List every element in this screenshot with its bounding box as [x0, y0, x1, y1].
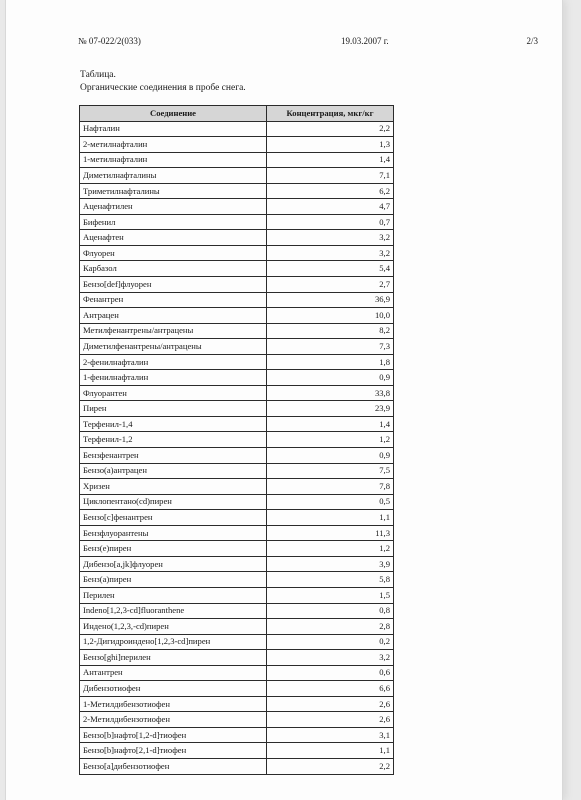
table-row	[80, 603, 394, 619]
table-row	[80, 323, 394, 339]
document-date: 19.03.2007 г.	[341, 36, 389, 46]
table-row	[80, 432, 394, 448]
compound-concentration: 6,6	[267, 681, 394, 697]
compound-concentration: 6,2	[267, 183, 394, 199]
table-row	[80, 121, 394, 137]
compound-name: Метилфенантрены/антрацены	[80, 323, 267, 339]
compound-concentration: 1,4	[267, 416, 394, 432]
table-row	[80, 650, 394, 666]
compound-name: 1-Метилдибензотиофен	[80, 696, 267, 712]
compound-concentration: 2,8	[267, 619, 394, 635]
table-row	[80, 681, 394, 697]
compounds-table	[79, 105, 394, 775]
compound-name: Фенантрен	[80, 292, 267, 308]
compound-concentration: 2,2	[267, 121, 394, 137]
compound-name: Бенз(е)пирен	[80, 541, 267, 557]
table-row	[80, 727, 394, 743]
compound-name: Бензфенантрен	[80, 448, 267, 464]
compound-concentration: 8,2	[267, 323, 394, 339]
table-row	[80, 245, 394, 261]
compound-name: Бензо[b]нафто[1,2-d]тиофен	[80, 727, 267, 743]
table-row	[80, 510, 394, 526]
compound-name: Пирен	[80, 401, 267, 417]
compound-name: 1,2-Дигидроиндено[1,2,3-cd]пирен	[80, 634, 267, 650]
compound-concentration: 1,4	[267, 152, 394, 168]
compound-concentration: 11,3	[267, 525, 394, 541]
table-row	[80, 354, 394, 370]
table-row	[80, 385, 394, 401]
document-number: № 07-022/2(033)	[78, 36, 141, 46]
compound-concentration: 7,8	[267, 479, 394, 495]
compound-name: Бензо[с]фенантрен	[80, 510, 267, 526]
compound-concentration: 0,6	[267, 665, 394, 681]
compound-concentration: 2,6	[267, 712, 394, 728]
table-header-row	[80, 106, 394, 122]
table-row	[80, 479, 394, 495]
compound-concentration: 0,9	[267, 370, 394, 386]
table-row	[80, 168, 394, 184]
compound-name: Аценафтен	[80, 230, 267, 246]
compound-concentration: 0,2	[267, 634, 394, 650]
compound-name: Антантрен	[80, 665, 267, 681]
table-row	[80, 525, 394, 541]
document-page	[6, 0, 562, 800]
compound-name: Бензо[ghi]перилен	[80, 650, 267, 666]
table-row	[80, 152, 394, 168]
compound-concentration: 5,4	[267, 261, 394, 277]
table-row	[80, 277, 394, 293]
compound-concentration: 1,8	[267, 354, 394, 370]
compound-name: Нафталин	[80, 121, 267, 137]
compound-concentration: 0,9	[267, 448, 394, 464]
compound-concentration: 5,8	[267, 572, 394, 588]
compound-name: Диметилнафталины	[80, 168, 267, 184]
table-body	[80, 121, 394, 774]
compound-concentration: 3,1	[267, 727, 394, 743]
table-row	[80, 463, 394, 479]
compound-concentration: 1,2	[267, 432, 394, 448]
compound-name: Антрацен	[80, 308, 267, 324]
compound-name: 1-фенилнафталин	[80, 370, 267, 386]
caption-label: Таблица.	[80, 70, 116, 80]
table-row	[80, 743, 394, 759]
compound-name: 1-метилнафталин	[80, 152, 267, 168]
compound-concentration: 1,3	[267, 137, 394, 153]
compound-concentration: 3,9	[267, 556, 394, 572]
table-row	[80, 308, 394, 324]
compound-concentration: 0,5	[267, 494, 394, 510]
compound-name: Дибензо[a,jk]флуорен	[80, 556, 267, 572]
compound-name: 2-метилнафталин	[80, 137, 267, 153]
compound-name: Бенз(а)пирен	[80, 572, 267, 588]
compound-concentration: 3,2	[267, 245, 394, 261]
compound-name: Бифенил	[80, 214, 267, 230]
compound-name: Флуорантен	[80, 385, 267, 401]
page-number: 2/3	[526, 36, 538, 46]
compound-name: Дибензотиофен	[80, 681, 267, 697]
compound-name: Индено(1,2,3,-cd)пирен	[80, 619, 267, 635]
column-header-concentration: Концентрация, мкг/кг	[267, 106, 394, 122]
compound-concentration: 7,1	[267, 168, 394, 184]
compound-name: Аценафтилен	[80, 199, 267, 215]
table-row	[80, 572, 394, 588]
compound-concentration: 4,7	[267, 199, 394, 215]
table-row	[80, 541, 394, 557]
compound-concentration: 1,1	[267, 743, 394, 759]
compound-name: Циклопентано(cd)пирен	[80, 494, 267, 510]
table-row	[80, 448, 394, 464]
table-row	[80, 370, 394, 386]
compound-name: Диметилфенантрены/антрацены	[80, 339, 267, 355]
table-row	[80, 401, 394, 417]
compound-concentration: 2,2	[267, 758, 394, 774]
table-row	[80, 339, 394, 355]
table-row	[80, 199, 394, 215]
table-row	[80, 758, 394, 774]
table-row	[80, 214, 394, 230]
table-row	[80, 619, 394, 635]
table-caption	[80, 69, 246, 95]
compound-concentration: 7,5	[267, 463, 394, 479]
table-row	[80, 137, 394, 153]
table-row	[80, 696, 394, 712]
column-header-compound: Соединение	[80, 106, 267, 122]
compound-concentration: 2,6	[267, 696, 394, 712]
table-row	[80, 230, 394, 246]
compound-name: 2-фенилнафталин	[80, 354, 267, 370]
compound-concentration: 1,5	[267, 587, 394, 603]
compound-name: Терфенил-1,2	[80, 432, 267, 448]
compound-concentration: 7,3	[267, 339, 394, 355]
compound-name: Хризен	[80, 479, 267, 495]
compound-concentration: 3,2	[267, 230, 394, 246]
table-row	[80, 292, 394, 308]
compound-name: Бензо[b]нафто[2,1-d]тиофен	[80, 743, 267, 759]
compound-concentration: 23,9	[267, 401, 394, 417]
table-row	[80, 261, 394, 277]
compound-concentration: 33,8	[267, 385, 394, 401]
compound-name: Бензфлуорантены	[80, 525, 267, 541]
compound-name: Indeno[1,2,3-cd]fluoranthene	[80, 603, 267, 619]
compound-name: Бензо(а)антрацен	[80, 463, 267, 479]
compound-name: Терфенил-1,4	[80, 416, 267, 432]
table-row	[80, 556, 394, 572]
compound-concentration: 3,2	[267, 650, 394, 666]
compound-name: Бензо[a]дибензотиофен	[80, 758, 267, 774]
table-row	[80, 494, 394, 510]
table-row	[80, 634, 394, 650]
table-row	[80, 183, 394, 199]
table-row	[80, 665, 394, 681]
compound-name: Триметилнафталины	[80, 183, 267, 199]
table-row	[80, 587, 394, 603]
table-row	[80, 712, 394, 728]
table-row	[80, 416, 394, 432]
compound-concentration: 2,7	[267, 277, 394, 293]
compound-concentration: 1,1	[267, 510, 394, 526]
page-header	[78, 36, 538, 50]
compound-concentration: 0,7	[267, 214, 394, 230]
compound-name: Карбазол	[80, 261, 267, 277]
compound-concentration: 36,9	[267, 292, 394, 308]
compound-concentration: 1,2	[267, 541, 394, 557]
compound-concentration: 0,8	[267, 603, 394, 619]
caption-title: Органические соединения в пробе снега.	[80, 83, 246, 93]
compound-name: Флуорен	[80, 245, 267, 261]
compound-name: 2-Метилдибензотиофен	[80, 712, 267, 728]
compound-name: Бензо[def]флуорен	[80, 277, 267, 293]
compound-concentration: 10,0	[267, 308, 394, 324]
compound-name: Перилен	[80, 587, 267, 603]
